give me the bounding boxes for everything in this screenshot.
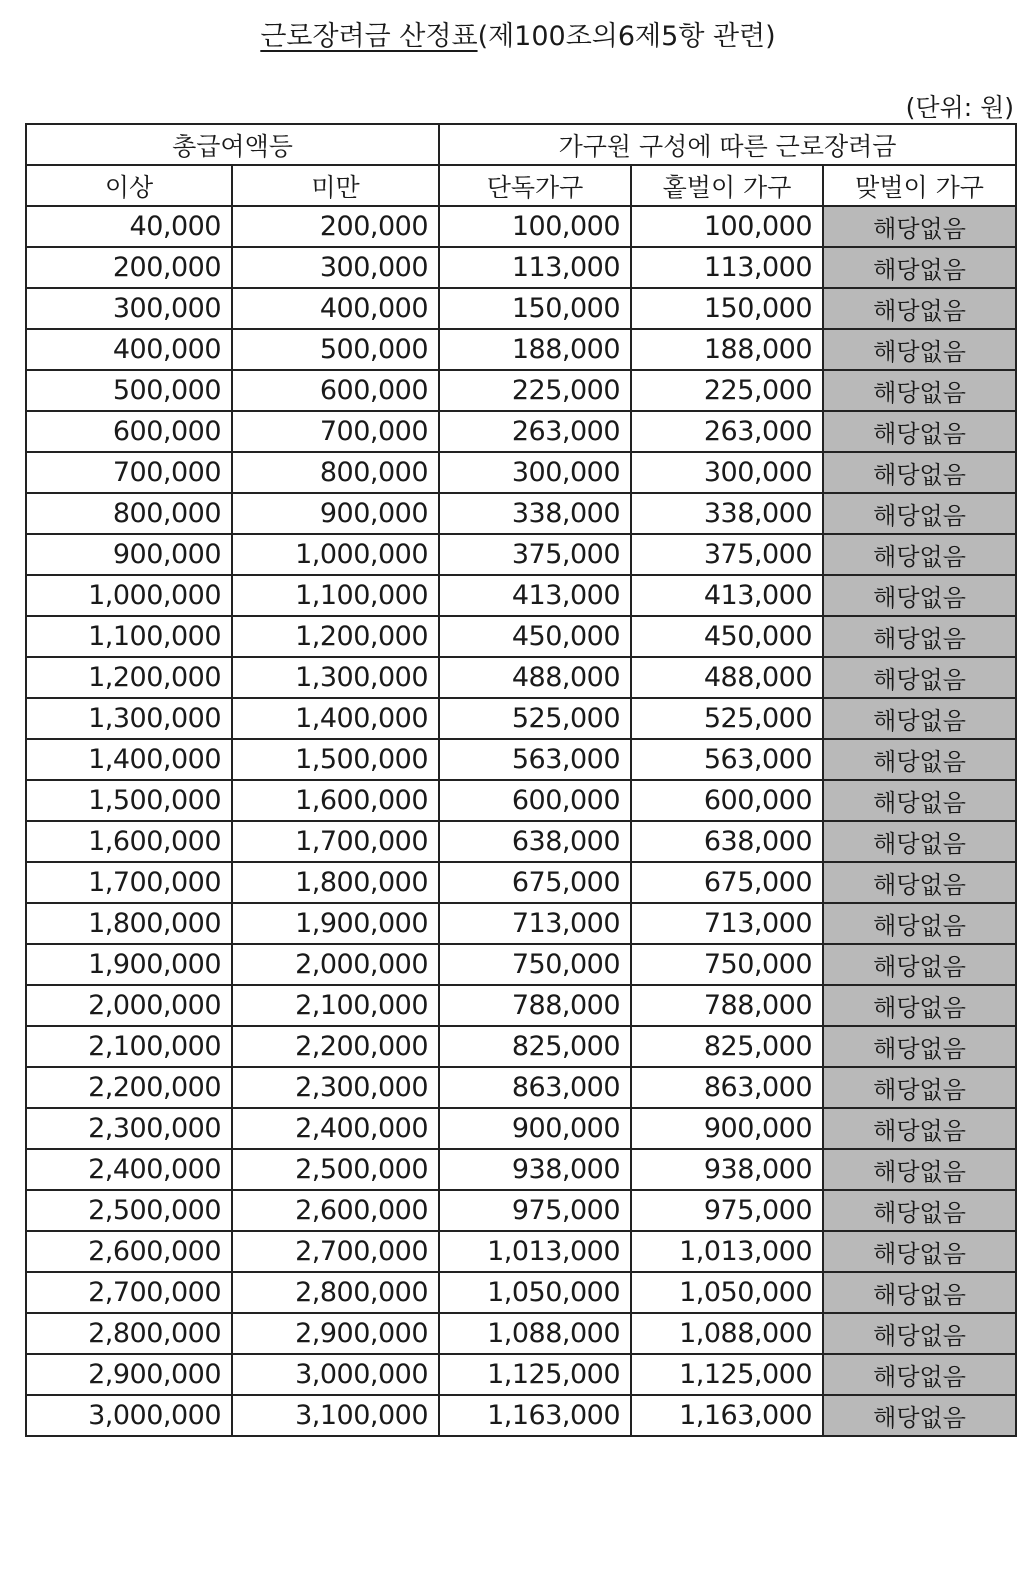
cell-income-to: 1,600,000 [232, 780, 439, 821]
cell-income-to: 400,000 [232, 288, 439, 329]
cell-sole-earner-award: 563,000 [631, 739, 823, 780]
cell-dual-earner-award: 해당없음 [823, 206, 1016, 247]
cell-income-to: 500,000 [232, 329, 439, 370]
cell-sole-earner-award: 525,000 [631, 698, 823, 739]
cell-income-to: 1,000,000 [232, 534, 439, 575]
cell-sole-earner-award: 713,000 [631, 903, 823, 944]
cell-single-award: 113,000 [439, 247, 631, 288]
cell-single-award: 750,000 [439, 944, 631, 985]
cell-single-award: 1,050,000 [439, 1272, 631, 1313]
cell-single-award: 1,013,000 [439, 1231, 631, 1272]
cell-income-from: 1,200,000 [26, 657, 232, 698]
cell-income-from: 2,500,000 [26, 1190, 232, 1231]
cell-dual-earner-award: 해당없음 [823, 534, 1016, 575]
cell-sole-earner-award: 150,000 [631, 288, 823, 329]
cell-sole-earner-award: 863,000 [631, 1067, 823, 1108]
table-row [26, 1395, 1016, 1436]
header-single: 단독가구 [439, 165, 631, 206]
cell-single-award: 975,000 [439, 1190, 631, 1231]
cell-sole-earner-award: 750,000 [631, 944, 823, 985]
table-row [26, 1190, 1016, 1231]
cell-single-award: 863,000 [439, 1067, 631, 1108]
cell-dual-earner-award: 해당없음 [823, 903, 1016, 944]
table-row [26, 247, 1016, 288]
table-row [26, 288, 1016, 329]
cell-dual-earner-award: 해당없음 [823, 1395, 1016, 1436]
cell-income-from: 700,000 [26, 452, 232, 493]
table-row [26, 1149, 1016, 1190]
cell-single-award: 563,000 [439, 739, 631, 780]
cell-income-to: 2,500,000 [232, 1149, 439, 1190]
table-row [26, 1354, 1016, 1395]
header-income-group: 총급여액등 [26, 124, 439, 165]
cell-single-award: 638,000 [439, 821, 631, 862]
cell-income-to: 300,000 [232, 247, 439, 288]
cell-income-from: 2,800,000 [26, 1313, 232, 1354]
cell-sole-earner-award: 338,000 [631, 493, 823, 534]
cell-income-to: 2,100,000 [232, 985, 439, 1026]
cell-dual-earner-award: 해당없음 [823, 1231, 1016, 1272]
cell-dual-earner-award: 해당없음 [823, 1354, 1016, 1395]
cell-single-award: 1,088,000 [439, 1313, 631, 1354]
cell-dual-earner-award: 해당없음 [823, 739, 1016, 780]
header-row-group [26, 124, 1016, 165]
cell-sole-earner-award: 1,163,000 [631, 1395, 823, 1436]
cell-single-award: 338,000 [439, 493, 631, 534]
cell-single-award: 825,000 [439, 1026, 631, 1067]
cell-income-from: 600,000 [26, 411, 232, 452]
cell-single-award: 188,000 [439, 329, 631, 370]
cell-sole-earner-award: 113,000 [631, 247, 823, 288]
header-sole-earner: 홑벌이 가구 [631, 165, 823, 206]
cell-income-from: 200,000 [26, 247, 232, 288]
cell-single-award: 488,000 [439, 657, 631, 698]
cell-sole-earner-award: 600,000 [631, 780, 823, 821]
table-row [26, 1067, 1016, 1108]
cell-income-from: 900,000 [26, 534, 232, 575]
cell-income-from: 2,100,000 [26, 1026, 232, 1067]
table-row [26, 411, 1016, 452]
cell-single-award: 788,000 [439, 985, 631, 1026]
cell-income-to: 1,400,000 [232, 698, 439, 739]
cell-income-from: 800,000 [26, 493, 232, 534]
cell-income-from: 400,000 [26, 329, 232, 370]
cell-income-to: 200,000 [232, 206, 439, 247]
table-row [26, 862, 1016, 903]
cell-sole-earner-award: 788,000 [631, 985, 823, 1026]
cell-single-award: 263,000 [439, 411, 631, 452]
table-header [26, 124, 1016, 206]
cell-single-award: 450,000 [439, 616, 631, 657]
cell-sole-earner-award: 188,000 [631, 329, 823, 370]
cell-income-to: 2,900,000 [232, 1313, 439, 1354]
cell-single-award: 525,000 [439, 698, 631, 739]
cell-income-from: 3,000,000 [26, 1395, 232, 1436]
cell-income-to: 2,000,000 [232, 944, 439, 985]
cell-income-to: 1,200,000 [232, 616, 439, 657]
cell-single-award: 938,000 [439, 1149, 631, 1190]
cell-sole-earner-award: 938,000 [631, 1149, 823, 1190]
cell-income-to: 2,300,000 [232, 1067, 439, 1108]
cell-income-from: 1,800,000 [26, 903, 232, 944]
cell-sole-earner-award: 1,088,000 [631, 1313, 823, 1354]
table-row [26, 370, 1016, 411]
table-row [26, 739, 1016, 780]
cell-single-award: 150,000 [439, 288, 631, 329]
header-from: 이상 [26, 165, 232, 206]
cell-income-to: 900,000 [232, 493, 439, 534]
cell-dual-earner-award: 해당없음 [823, 657, 1016, 698]
cell-sole-earner-award: 1,125,000 [631, 1354, 823, 1395]
cell-sole-earner-award: 825,000 [631, 1026, 823, 1067]
cell-dual-earner-award: 해당없음 [823, 1026, 1016, 1067]
cell-single-award: 413,000 [439, 575, 631, 616]
table-row [26, 534, 1016, 575]
table-row [26, 821, 1016, 862]
cell-dual-earner-award: 해당없음 [823, 370, 1016, 411]
cell-dual-earner-award: 해당없음 [823, 493, 1016, 534]
cell-income-to: 2,200,000 [232, 1026, 439, 1067]
cell-dual-earner-award: 해당없음 [823, 944, 1016, 985]
table-row [26, 1272, 1016, 1313]
table-row [26, 575, 1016, 616]
cell-single-award: 225,000 [439, 370, 631, 411]
cell-single-award: 675,000 [439, 862, 631, 903]
cell-sole-earner-award: 100,000 [631, 206, 823, 247]
cell-income-to: 2,600,000 [232, 1190, 439, 1231]
cell-dual-earner-award: 해당없음 [823, 1190, 1016, 1231]
table-row [26, 903, 1016, 944]
cell-income-from: 1,500,000 [26, 780, 232, 821]
cell-sole-earner-award: 263,000 [631, 411, 823, 452]
cell-sole-earner-award: 488,000 [631, 657, 823, 698]
cell-sole-earner-award: 975,000 [631, 1190, 823, 1231]
cell-income-from: 500,000 [26, 370, 232, 411]
page-title-main: 근로장려금 산정표 [260, 21, 478, 52]
cell-income-from: 1,100,000 [26, 616, 232, 657]
cell-single-award: 300,000 [439, 452, 631, 493]
cell-sole-earner-award: 1,050,000 [631, 1272, 823, 1313]
cell-dual-earner-award: 해당없음 [823, 616, 1016, 657]
cell-dual-earner-award: 해당없음 [823, 698, 1016, 739]
cell-sole-earner-award: 413,000 [631, 575, 823, 616]
cell-dual-earner-award: 해당없음 [823, 575, 1016, 616]
cell-income-from: 2,400,000 [26, 1149, 232, 1190]
cell-income-to: 1,100,000 [232, 575, 439, 616]
cell-sole-earner-award: 1,013,000 [631, 1231, 823, 1272]
cell-sole-earner-award: 225,000 [631, 370, 823, 411]
cell-income-from: 2,200,000 [26, 1067, 232, 1108]
cell-dual-earner-award: 해당없음 [823, 780, 1016, 821]
cell-income-to: 1,500,000 [232, 739, 439, 780]
cell-income-from: 1,300,000 [26, 698, 232, 739]
cell-income-from: 1,400,000 [26, 739, 232, 780]
cell-dual-earner-award: 해당없음 [823, 411, 1016, 452]
cell-dual-earner-award: 해당없음 [823, 452, 1016, 493]
cell-income-to: 1,800,000 [232, 862, 439, 903]
cell-dual-earner-award: 해당없음 [823, 288, 1016, 329]
cell-income-from: 1,600,000 [26, 821, 232, 862]
cell-sole-earner-award: 675,000 [631, 862, 823, 903]
table-body [26, 206, 1016, 1436]
cell-income-to: 600,000 [232, 370, 439, 411]
cell-income-from: 300,000 [26, 288, 232, 329]
cell-income-to: 1,300,000 [232, 657, 439, 698]
cell-income-to: 1,900,000 [232, 903, 439, 944]
table-row [26, 1108, 1016, 1149]
cell-income-to: 1,700,000 [232, 821, 439, 862]
header-to: 미만 [232, 165, 439, 206]
table-row [26, 1231, 1016, 1272]
header-award-group: 가구원 구성에 따른 근로장려금 [439, 124, 1016, 165]
cell-income-to: 3,000,000 [232, 1354, 439, 1395]
unit-label: (단위: 원) [905, 93, 1014, 122]
cell-income-from: 2,900,000 [26, 1354, 232, 1395]
cell-single-award: 1,125,000 [439, 1354, 631, 1395]
cell-dual-earner-award: 해당없음 [823, 985, 1016, 1026]
table-row [26, 329, 1016, 370]
cell-income-to: 2,400,000 [232, 1108, 439, 1149]
cell-single-award: 100,000 [439, 206, 631, 247]
cell-dual-earner-award: 해당없음 [823, 862, 1016, 903]
cell-income-from: 1,700,000 [26, 862, 232, 903]
cell-single-award: 375,000 [439, 534, 631, 575]
cell-dual-earner-award: 해당없음 [823, 329, 1016, 370]
cell-dual-earner-award: 해당없음 [823, 1313, 1016, 1354]
cell-income-to: 3,100,000 [232, 1395, 439, 1436]
table-row [26, 780, 1016, 821]
cell-dual-earner-award: 해당없음 [823, 1149, 1016, 1190]
cell-income-to: 700,000 [232, 411, 439, 452]
cell-dual-earner-award: 해당없음 [823, 1272, 1016, 1313]
table-row [26, 616, 1016, 657]
header-row-columns [26, 165, 1016, 206]
table-row [26, 1313, 1016, 1354]
page-title-suffix: (제100조의6제5항 관련) [477, 21, 776, 52]
header-dual-earner: 맞벌이 가구 [823, 165, 1016, 206]
cell-sole-earner-award: 300,000 [631, 452, 823, 493]
table-row [26, 657, 1016, 698]
cell-single-award: 713,000 [439, 903, 631, 944]
cell-income-to: 800,000 [232, 452, 439, 493]
cell-dual-earner-award: 해당없음 [823, 1108, 1016, 1149]
table-row [26, 206, 1016, 247]
cell-single-award: 1,163,000 [439, 1395, 631, 1436]
cell-sole-earner-award: 375,000 [631, 534, 823, 575]
table-row [26, 493, 1016, 534]
cell-sole-earner-award: 900,000 [631, 1108, 823, 1149]
cell-income-to: 2,700,000 [232, 1231, 439, 1272]
page-title [0, 14, 1036, 53]
cell-single-award: 900,000 [439, 1108, 631, 1149]
cell-dual-earner-award: 해당없음 [823, 821, 1016, 862]
cell-income-from: 40,000 [26, 206, 232, 247]
award-table [25, 123, 1017, 1437]
cell-dual-earner-award: 해당없음 [823, 1067, 1016, 1108]
table-row [26, 1026, 1016, 1067]
cell-income-to: 2,800,000 [232, 1272, 439, 1313]
cell-income-from: 2,300,000 [26, 1108, 232, 1149]
table-row [26, 452, 1016, 493]
cell-sole-earner-award: 638,000 [631, 821, 823, 862]
cell-single-award: 600,000 [439, 780, 631, 821]
cell-income-from: 2,000,000 [26, 985, 232, 1026]
cell-sole-earner-award: 450,000 [631, 616, 823, 657]
cell-income-from: 1,900,000 [26, 944, 232, 985]
table-row [26, 698, 1016, 739]
table-row [26, 985, 1016, 1026]
cell-dual-earner-award: 해당없음 [823, 247, 1016, 288]
cell-income-from: 1,000,000 [26, 575, 232, 616]
table-row [26, 944, 1016, 985]
cell-income-from: 2,600,000 [26, 1231, 232, 1272]
cell-income-from: 2,700,000 [26, 1272, 232, 1313]
